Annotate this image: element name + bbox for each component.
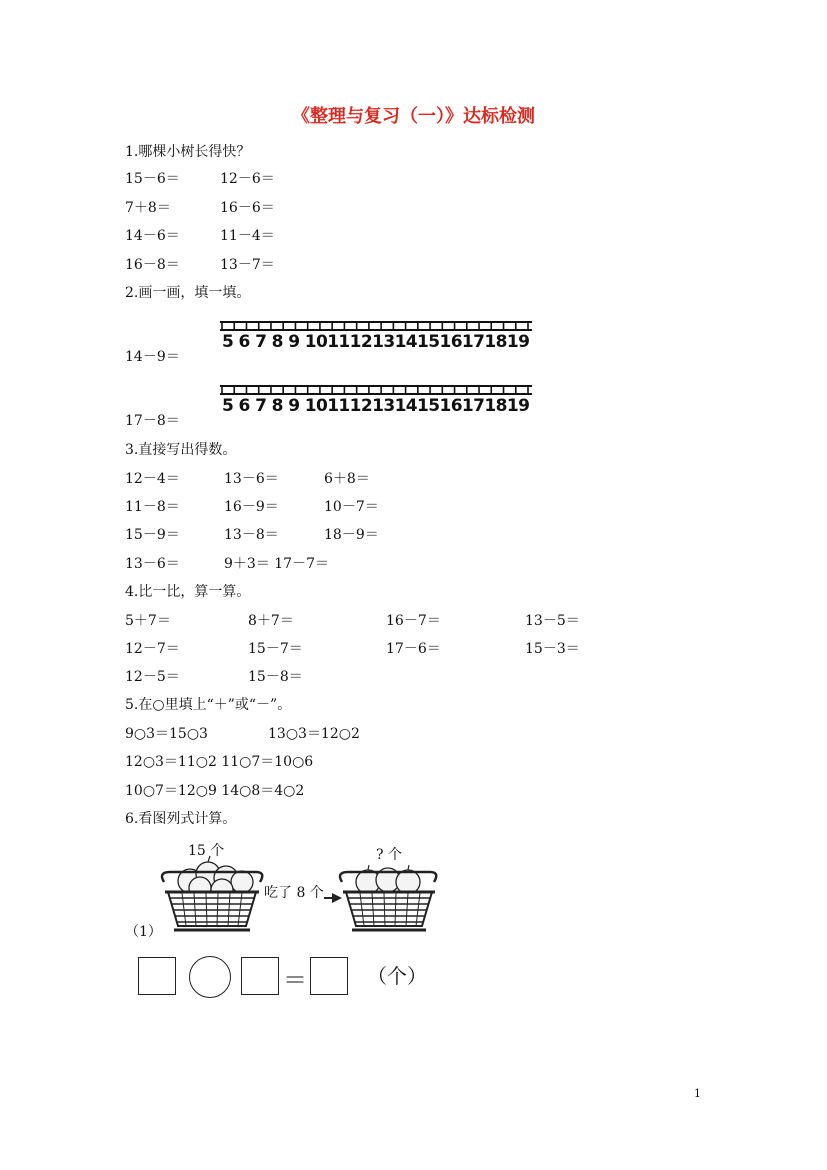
q3-r3-c3: 18－9＝ [324, 527, 379, 543]
q4-r1-c4: 13－5＝ [525, 613, 580, 629]
q4-r2-c1: 12－7＝ [125, 641, 180, 657]
q6-item-label: （1） [125, 924, 162, 940]
q4-r3-c1: 12－5＝ [125, 669, 180, 685]
q1-r1-c2: 12－6＝ [220, 171, 275, 187]
q4-r1-c3: 16－7＝ [386, 613, 441, 629]
q3-heading: 3.直接写出得数。 [125, 442, 237, 458]
q4-r2-c4: 15－3＝ [525, 641, 580, 657]
unit-label: （个） [367, 964, 427, 988]
page-title: 《整理与复习（一）》达标检测 [292, 106, 535, 127]
q3-r2-c2: 16－9＝ [224, 499, 279, 515]
q3-r3-c2: 13－8＝ [224, 527, 279, 543]
number-line-2 [220, 382, 532, 430]
q1-r3-c1: 14－6＝ [125, 228, 180, 244]
q5-r1-c2: 13○3＝12○2 [268, 726, 360, 742]
number-line-labels: 5 6 7 8 9 10111213141516171819 [222, 332, 530, 352]
q1-r1-c1: 15－6＝ [125, 171, 180, 187]
right-basket-label: ? 个 [376, 847, 402, 863]
q3-r2-c1: 11－8＝ [125, 499, 180, 515]
page-number: 1 [694, 1087, 701, 1100]
q5-r3: 10○7＝12○9 14○8＝4○2 [125, 783, 305, 799]
q2-item-1: 14－9＝ [125, 349, 180, 365]
q4-r2-c3: 17－6＝ [386, 641, 441, 657]
q3-r1-c1: 12－4＝ [125, 471, 180, 487]
basket-figure [160, 838, 450, 942]
right-basket-icon [340, 865, 436, 930]
left-basket-label: 15 个 [188, 843, 225, 859]
number-line-labels: 5 6 7 8 9 10111213141516171819 [222, 396, 530, 416]
answer-box-1[interactable] [138, 957, 176, 995]
number-line-1 [220, 318, 532, 366]
q4-heading: 4.比一比，算一算。 [125, 584, 251, 600]
operator-circle[interactable] [189, 956, 231, 998]
answer-box-2[interactable] [241, 957, 279, 995]
q2-heading: 2.画一画，填一填。 [125, 285, 251, 301]
q1-r2-c2: 16－6＝ [220, 200, 275, 216]
q4-r1-c1: 5＋7＝ [125, 613, 171, 629]
q3-r3-c1: 15－9＝ [125, 527, 180, 543]
q5-r1-c1: 9○3＝15○3 [125, 726, 208, 742]
q3-r2-c3: 10－7＝ [324, 499, 379, 515]
q3-r4-c1: 13－6＝ [125, 556, 180, 572]
q1-r3-c2: 11－4＝ [220, 228, 275, 244]
arrow-label: 吃了 8 个 [264, 882, 324, 902]
q5-heading: 5.在○里填上“＋”或“－”。 [125, 697, 292, 713]
answer-box-result[interactable] [310, 957, 348, 995]
left-basket-icon [162, 856, 262, 930]
q1-r4-c1: 16－8＝ [125, 257, 180, 273]
q2-item-2: 17－8＝ [125, 413, 180, 429]
q3-r1-c2: 13－6＝ [224, 471, 279, 487]
q1-heading: 1.哪棵小树长得快？ [125, 144, 251, 160]
q4-r3-c2: 15－8＝ [248, 669, 303, 685]
q6-heading: 6.看图列式计算。 [125, 811, 237, 827]
q5-r2: 12○3＝11○2 11○7＝10○6 [125, 754, 314, 770]
q3-r1-c3: 6＋8＝ [324, 471, 370, 487]
q1-r2-c1: 7＋8＝ [125, 200, 171, 216]
q1-r4-c2: 13－7＝ [220, 257, 275, 273]
q3-r4-c2: 9＋3＝ 17－7＝ [224, 556, 329, 572]
equals-sign: ＝ [283, 966, 307, 994]
q4-r2-c2: 15－7＝ [248, 641, 303, 657]
q4-r1-c2: 8＋7＝ [248, 613, 294, 629]
